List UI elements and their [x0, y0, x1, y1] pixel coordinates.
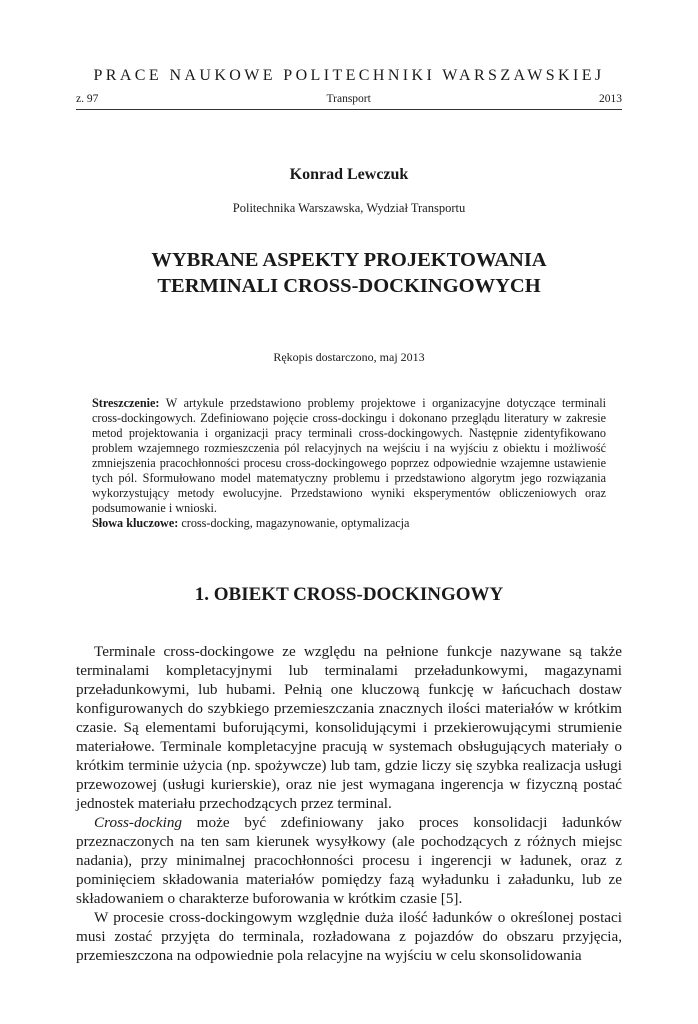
abstract-paragraph	[92, 396, 606, 516]
body-paragraph-3: W procesie cross-dockingowym względnie duża ilość ładunków o określonej postaci musi zostać przyjęta do terminala, rozładowana z pojazdów do obszaru przyjęcia, przemieszczona na odpowiednie pola relacyjne na wyjściu w celu skonsolidowania	[76, 909, 622, 964]
body-paragraph-2	[76, 813, 622, 908]
body-paragraph-1: Terminale cross-dockingowe ze względu na pełnione funkcje nazywane są także terminalami kompletacyjnymi lub terminalami przeładunkowymi, magazynami przeładunkowymi, lub hubami. Pełnią one kluczową funkcję w łańcuchach dostaw konfigurowanych do szybkiego przemieszczania znacznych ilości materiałów w krótkim czasie. Są elementami buforującymi, konsolidującymi i przekierowującymi strumienie materiałowe. Terminale kompletacyjne pracują w systemach obsługujących materiały o krótkim terminie użycia (np. spożywcze) lub tam, gdzie liczy się szybka realizacja usługi przewozowej (usługi kurierskie), oraz nie jest wymagana ingerencja w fizyczną postać jednostek materiału przechodzących przez terminal.	[76, 643, 622, 812]
abstract-block	[92, 396, 606, 531]
keywords-label: Słowa kluczowe:	[92, 516, 179, 530]
keywords-paragraph	[92, 516, 606, 531]
article-title	[76, 247, 622, 299]
body-text	[76, 642, 622, 965]
body-paragraph-2-text: może być zdefiniowany jako proces konsolidacji ładunków przeznaczonych na ten sam kierunek wysyłkowy (ale pochodzących z różnych miejsc nadania), przy minimalnej pracochłonności procesu i ingerencji w ładunek, oraz z pominięciem składowania materiałów pomiędzy fazą wyładunku i załadunku, lub ze składowaniem o charakterze buforowania w krótkim czasie [5].	[76, 814, 622, 907]
volume-number: z. 97	[76, 93, 99, 105]
journal-meta-row	[76, 92, 622, 110]
article-title-line-1: WYBRANE ASPEKTY PROJEKTOWANIA	[151, 249, 547, 271]
journal-series: Transport	[326, 93, 371, 105]
section-heading: 1. OBIEKT CROSS-DOCKINGOWY	[194, 584, 504, 605]
manuscript-received-note: Rękopis dostarczono, maj 2013	[273, 350, 425, 364]
journal-title: PRACE NAUKOWE POLITECHNIKI WARSZAWSKIEJ	[93, 67, 605, 84]
author-name: Konrad Lewczuk	[289, 166, 409, 183]
paper-page	[76, 66, 622, 965]
abstract-label: Streszczenie:	[92, 396, 160, 410]
abstract-text: W artykule przedstawiono problemy projektowe i organizacyjne dotyczące terminali cross-dockingowych. Zdefiniowano pojęcie cross-dockingu i dokonano przeglądu literatury w zakresie metod projektowania i organizacji pracy terminali cross-dockingowych. Następnie zidentyfikowano problem wzajemnego rozmieszczenia pól relacyjnych na wejściu i na wyjściu z obiektu i możliwość zmniejszenia pracochłonności procesu cross-dockingowego poprzez odpowiednie wzajemne ustawienie tych pól. Sformułowano model matematyczny problemu i przedstawiono algorytm jego rozwiązania wykorzystujący metody ewolucyjne. Przedstawiono wyniki eksperymentów obliczeniowych oraz podsumowanie i wnioski.	[92, 396, 607, 515]
keywords-text: cross-docking, magazynowanie, optymalizacja	[181, 516, 410, 530]
author-affiliation: Politechnika Warszawska, Wydział Transportu	[232, 201, 466, 215]
article-title-line-2: TERMINALI CROSS-DOCKINGOWYCH	[157, 275, 541, 297]
cross-docking-term: Cross-docking	[94, 814, 183, 831]
publication-year: 2013	[598, 93, 622, 105]
